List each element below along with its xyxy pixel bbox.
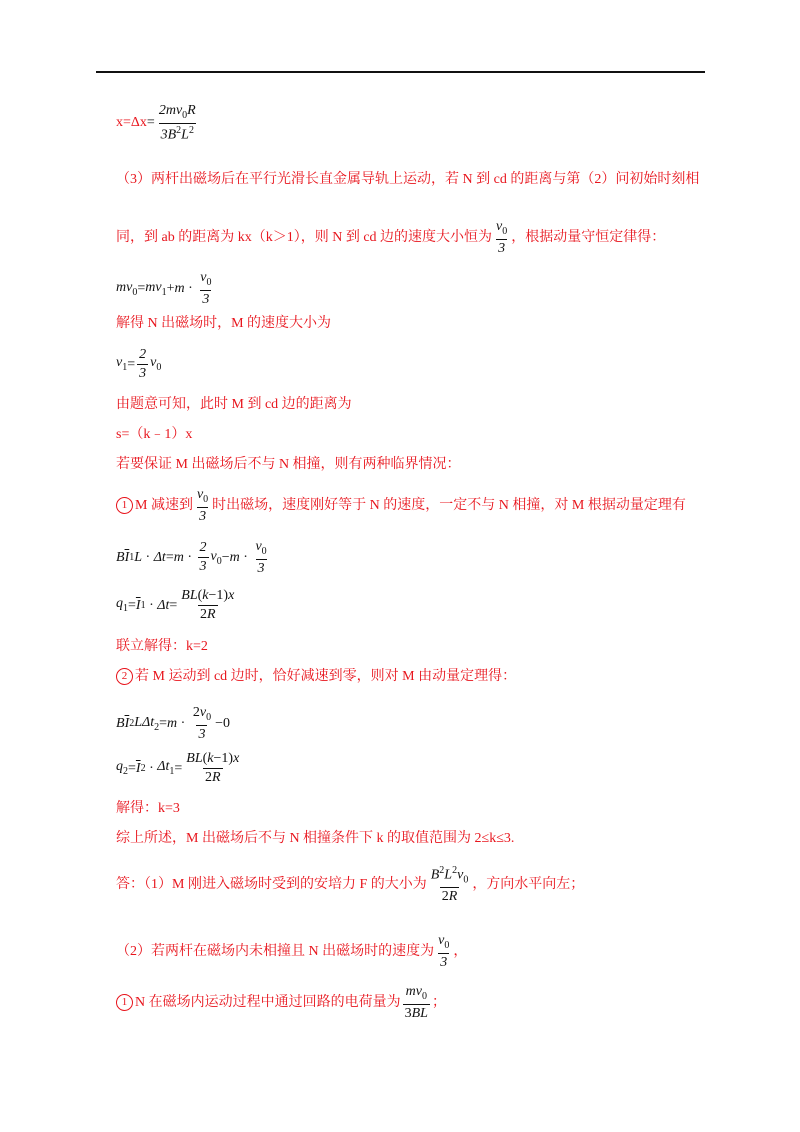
fraction: $\frac{2mv_0R}{3B^2L^2}$: [158, 103, 196, 143]
answer-part1: [116, 866, 584, 904]
equation-x-displacement: x=Δx = $\frac{2mv_0R}{3B^2L^2}$: [116, 103, 196, 143]
paragraph-n-speed: [116, 220, 665, 256]
fraction: $\frac{v_0}{3}$: [200, 270, 212, 307]
fraction: $\frac{BL(k-1)x}{2R}$: [181, 588, 235, 622]
answer-part2: [116, 934, 467, 970]
text-segment: （2）若两杆在磁场内未相撞且 N 出磁场时的速度为: [116, 943, 435, 959]
equation-impulse-1: B $\overline{I}$ 1 L · Δt = m · $\frac{2}{3}$ $v_0$ − m · $\frac{v_0}{3}$: [116, 539, 267, 576]
fraction-v0-over-3: $\frac{v_0}{3}$: [496, 219, 508, 256]
text-segment: M 减速到: [135, 497, 193, 513]
fraction: $\frac{2}{3}$: [139, 347, 147, 381]
text-segment: ，: [453, 943, 468, 959]
paragraph-part3: （3）两杆出磁场后在平行光滑长直金属导轨上运动，若 N 到 cd 的距离与第（2）问初始时刻相: [116, 172, 700, 187]
header-rule: [96, 71, 705, 73]
paragraph-case-1: [116, 488, 686, 524]
paragraph-conclusion: 综上所述，M 出磁场后不与 N 相撞条件下 k 的取值范围为 2≤k≤3.: [116, 831, 515, 846]
equation-s: s=（k﹣1）x: [116, 427, 193, 442]
circled-number: 1: [116, 497, 133, 514]
answer-charge: [116, 985, 446, 1021]
text-segment: 同，到 ab 的距离为 kx（k＞1），则 N 到 cd 边的速度大小恒为: [116, 229, 493, 245]
text-segment: 时出磁场，速度刚好等于 N 的速度，一定不与 N 相撞，对 M 根据动量定理有: [212, 497, 686, 513]
text-segment: 若 M 运动到 cd 边时，恰好减速到零，则对 M 由动量定理得：: [135, 668, 517, 684]
fraction: $\frac{v_0}{3}$: [255, 539, 267, 576]
fraction: $\frac{v_0}{3}$: [196, 487, 209, 524]
equation-charge-1: $q_1$ = $\overline{I}$ 1 · Δt = $\frac{BL(k-1)x}{2R}$: [116, 588, 235, 622]
text-segment: 答：（1）M 刚进入磁场时受到的安培力 F 的大小为: [116, 877, 427, 893]
text-segment: ；: [431, 994, 446, 1010]
paragraph-m-speed: 解得 N 出磁场时，M 的速度大小为: [116, 316, 332, 331]
circled-number: 1: [116, 994, 133, 1011]
equation-charge-2: $q_2$ = $\overline{I}$ 2 · $\Delta t_1$ = $\frac{BL(k-1)x}{2R}$: [116, 751, 240, 785]
fraction: $\frac{BL(k-1)x}{2R}$: [186, 751, 240, 785]
fraction: $\frac{2}{3}$: [199, 540, 207, 575]
equation-v1: $v_1$ = $\frac{2}{3}$ $v_0$: [116, 347, 162, 381]
circled-number: 2: [116, 668, 133, 685]
paragraph-distance: 由题意可知，此时 M 到 cd 边的距离为: [116, 397, 352, 412]
equation-momentum-conservation: $mv_0$ = $mv_1$ + m · $\frac{v_0}{3}$: [116, 270, 212, 307]
text-segment: N 在磁场内运动过程中通过回路的电荷量为: [135, 994, 401, 1010]
fraction: $\frac{mv_0}{3BL}$: [404, 984, 428, 1021]
fraction: $\frac{B^2L^2v_0}{2R}$: [430, 865, 469, 905]
paragraph-two-cases: 若要保证 M 出磁场后不与 N 相撞，则有两种临界情况：: [116, 457, 461, 472]
text-segment: ，根据动量守恒定律得：: [511, 229, 666, 245]
text-segment: ，方向水平向左；: [472, 877, 585, 893]
equation-impulse-2: B $\overline{I}$ 2 LΔt$_2$ = m · $\frac{2v_0}{3}$ −0: [116, 705, 230, 742]
fraction: $\frac{2v_0}{3}$: [192, 705, 212, 742]
paragraph-case-2: [116, 668, 516, 685]
result-k2: 联立解得：k=2: [116, 639, 208, 654]
fraction: $\frac{v_0}{3}$: [438, 933, 450, 970]
eq-lead-text: x=Δx: [116, 115, 147, 131]
result-k3: 解得：k=3: [116, 801, 180, 816]
